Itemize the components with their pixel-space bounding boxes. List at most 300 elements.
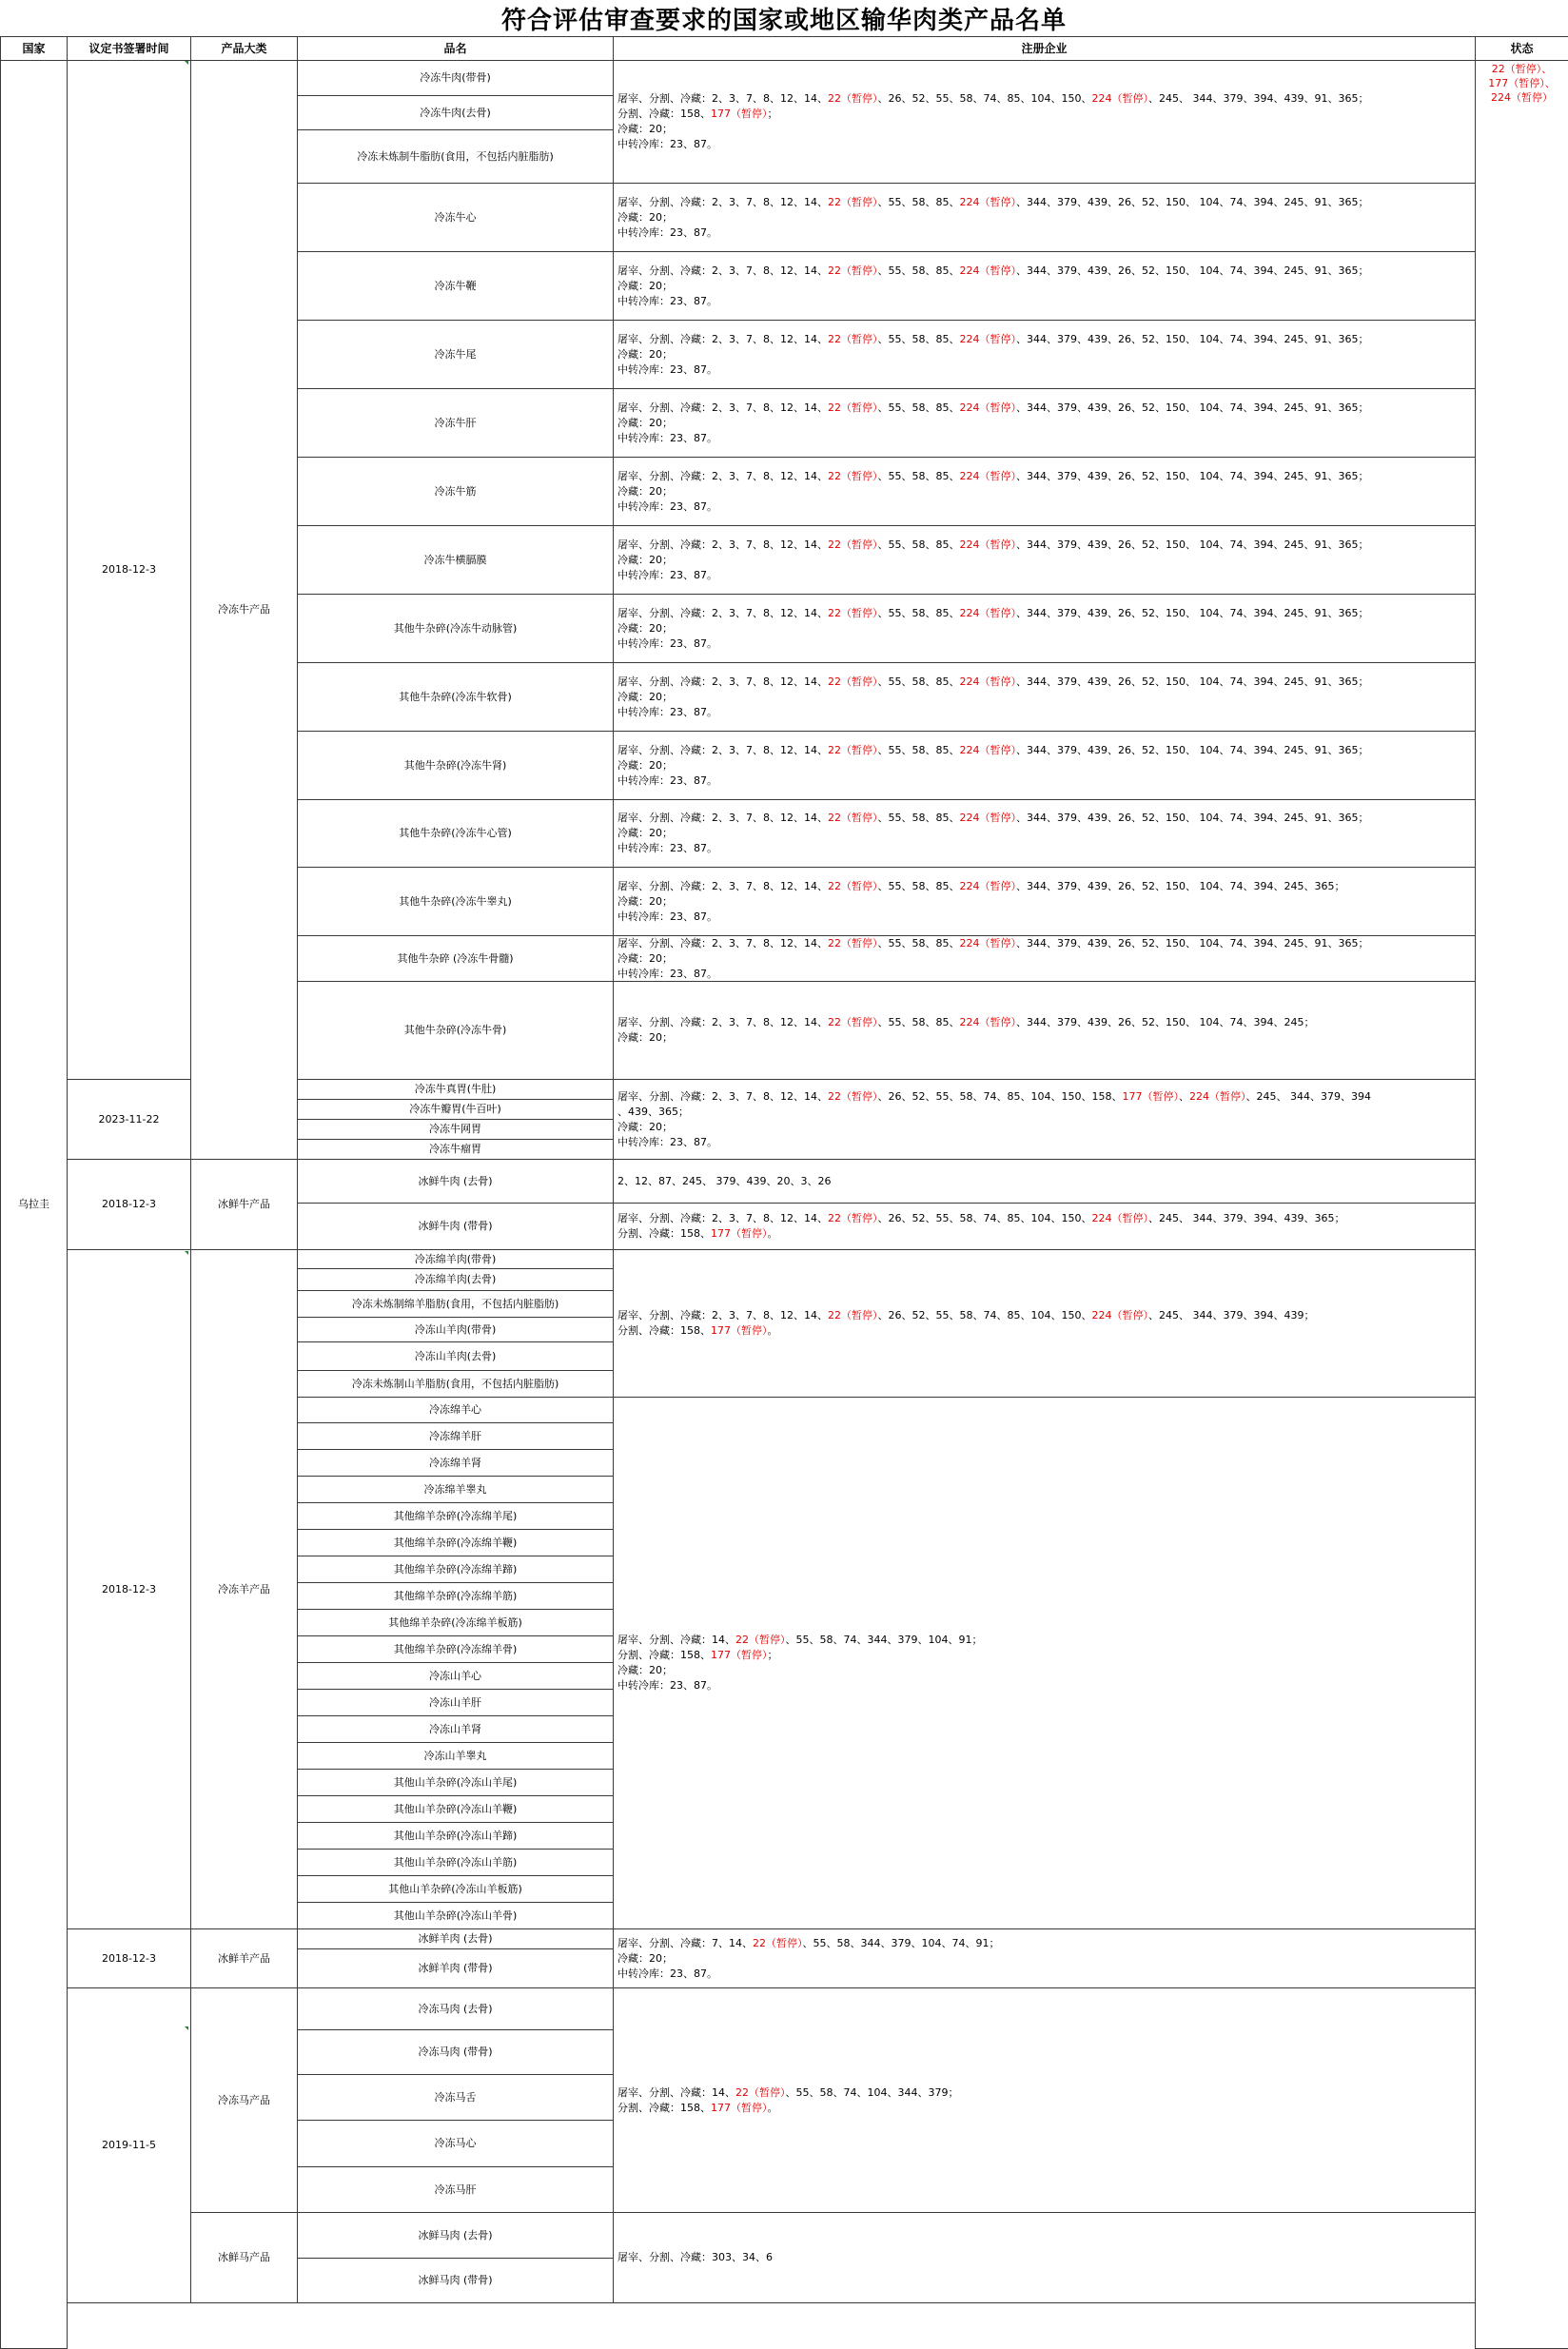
product-cell: [297, 799, 614, 868]
suspended-enterprise: 224（暂停）: [1091, 92, 1148, 105]
enterprise-line: [617, 841, 1368, 856]
product-name: 冷冻牛筋: [434, 484, 477, 498]
enterprise-text: 。: [767, 1227, 778, 1240]
suspended-enterprise: 224（暂停）: [959, 606, 1016, 619]
enterprise-cell: [613, 1249, 1476, 1398]
enterprise-cell: [613, 1987, 1476, 2213]
enterprise-text: 冷藏：20；: [617, 347, 673, 361]
product-cell: [297, 1715, 614, 1743]
product-cell: [297, 1341, 614, 1371]
product-cell: [297, 981, 614, 1080]
enterprise-text: 。: [767, 2101, 778, 2114]
enterprise-text: 、26、52、55、58、74、85、104、150、: [877, 1309, 1092, 1321]
enterprise-cell: [613, 731, 1476, 800]
category-cell: [190, 2212, 298, 2303]
suspended-enterprise: 224（暂停）: [959, 195, 1016, 208]
header-label: 国家: [22, 41, 46, 55]
sign-date: 2019-11-5: [102, 2139, 156, 2152]
sign-date: 2018-12-3: [102, 563, 156, 577]
enterprise-text: 中转冷库：23、87。: [617, 225, 717, 239]
enterprise-text: 屠宰、分割、冷藏：2、3、7、8、12、14、: [617, 606, 828, 619]
product-name: 冷冻牛尾: [434, 347, 477, 361]
enterprise-text: 2、12、87、245、 379、439、20、3、26: [617, 1174, 832, 1187]
product-name: 冷冻绵羊肾: [429, 1456, 481, 1469]
product-cell: [297, 1422, 614, 1450]
product-name: 冷冻未炼制绵羊脂肪(食用，不包括内脏脂肪): [351, 1297, 559, 1310]
enterprise-line: [617, 1015, 1314, 1030]
sign-date-cell: [67, 1249, 191, 1929]
header-category: [190, 36, 298, 61]
enterprise-text: 、344、379、439、26、52、150、 104、74、394、245、91、365；: [1016, 812, 1369, 824]
enterprise-line: [617, 1936, 999, 1951]
enterprise-text: 屠宰、分割、冷藏：2、3、7、8、12、14、: [617, 195, 828, 208]
enterprise-line: [617, 1967, 999, 1982]
product-name: 冰鲜牛肉 (带骨): [418, 1220, 493, 1233]
product-cell: [297, 867, 614, 936]
enterprise-line: [617, 1174, 831, 1189]
enterprise-lines: [617, 1936, 999, 1982]
product-cell: [297, 388, 614, 458]
enterprise-line: [617, 1089, 1371, 1105]
enterprise-cell: [613, 981, 1476, 1080]
product-cell: [297, 1139, 614, 1160]
category-cell: [190, 1249, 298, 1929]
enterprise-lines: [617, 538, 1368, 583]
enterprise-lines: [617, 195, 1368, 241]
enterprise-text: 、55、58、74、344、379、104、91；: [785, 1634, 983, 1646]
enterprise-text: 中转冷库：23、87。: [617, 294, 717, 307]
enterprise-text: 、344、379、439、26、52、150、 104、74、394、245、91、365；: [1016, 195, 1369, 208]
suspended-enterprise: 22（暂停）: [828, 332, 878, 345]
category-cell: [190, 1928, 298, 1988]
enterprise-text: ；: [767, 1649, 778, 1661]
product-cell: [297, 1689, 614, 1716]
header-enterprise: [613, 36, 1476, 61]
product-cell: [297, 1635, 614, 1663]
enterprise-line: [617, 690, 1368, 705]
product-name: 冷冻牛网胃: [429, 1123, 481, 1136]
product-cell: [297, 1795, 614, 1823]
suspended-enterprise: 224（暂停）: [959, 936, 1016, 949]
enterprise-cell: [613, 867, 1476, 936]
enterprise-line: [617, 1120, 1371, 1135]
enterprise-text: 冷藏：20；: [617, 621, 673, 635]
enterprise-text: 中转冷库：23、87。: [617, 138, 717, 150]
enterprise-text: 屠宰、分割、冷藏：14、: [617, 1634, 735, 1646]
enterprise-line: [617, 2085, 958, 2101]
product-name: 冷冻绵羊肉(带骨): [414, 1252, 497, 1265]
product-name: 冷冻绵羊肉(去骨): [414, 1273, 497, 1286]
category-name: 冷冻马产品: [218, 2093, 270, 2106]
enterprise-text: 屠宰、分割、冷藏：2、3、7、8、12、14、: [617, 1089, 828, 1103]
product-cell: [297, 731, 614, 800]
category-name: 冰鲜羊产品: [218, 1951, 270, 1965]
product-cell: [297, 935, 614, 982]
enterprise-cell: [613, 662, 1476, 732]
enterprise-text: 、55、58、85、: [877, 606, 960, 619]
enterprise-text: 冷藏：20；: [617, 553, 673, 566]
enterprise-text: 冷藏：20；: [617, 690, 673, 703]
suspended-enterprise: 177（暂停）: [711, 1324, 768, 1337]
enterprise-line: [617, 910, 1344, 925]
enterprise-line: [617, 499, 1368, 515]
product-name: 其他山羊杂碎(冷冻山羊蹄): [393, 1829, 518, 1842]
product-name: 冷冻未炼制山羊脂肪(食用，不包括内脏脂肪): [351, 1377, 559, 1390]
enterprise-line: [617, 195, 1368, 210]
product-cell: [297, 60, 614, 96]
enterprise-line: [617, 758, 1368, 773]
product-cell: [297, 251, 614, 321]
enterprise-text: 、344、379、439、26、52、150、 104、74、394、245、91、365；: [1016, 743, 1369, 756]
enterprise-text: 中转冷库：23、87。: [617, 362, 717, 376]
product-name: 冷冻牛鞭: [434, 279, 477, 292]
product-name: 冰鲜马肉 (带骨): [418, 2274, 493, 2287]
enterprise-text: 冷藏：20；: [617, 210, 673, 224]
category-name: 冷冻牛产品: [218, 603, 270, 617]
enterprise-cell: [613, 525, 1476, 595]
product-name: 冷冻马心: [434, 2137, 477, 2150]
enterprise-line: [617, 636, 1368, 652]
enterprise-text: 、344、379、439、26、52、150、 104、74、394、245、91、365；: [1016, 538, 1369, 551]
enterprise-line: [617, 1030, 1314, 1046]
product-cell: [297, 1476, 614, 1503]
enterprise-text: 、55、58、85、: [877, 538, 960, 551]
suspended-enterprise: 177（暂停）: [711, 1227, 768, 1240]
product-cell: [297, 1203, 614, 1250]
product-name: 冰鲜羊肉 (去骨): [418, 1932, 493, 1946]
enterprise-line: [617, 1308, 1314, 1323]
product-name: 其他牛杂碎(冷冻牛骨): [403, 1024, 507, 1037]
suspended-enterprise: 224（暂停）: [959, 469, 1016, 482]
product-cell: [297, 1502, 614, 1530]
product-cell: [297, 1987, 614, 2030]
enterprise-text: 冷藏：20；: [617, 1664, 673, 1676]
suspended-enterprise: 22（暂停）: [735, 2085, 786, 2099]
product-cell: [297, 1249, 614, 1269]
enterprise-cell: [613, 594, 1476, 663]
enterprise-text: 、55、58、85、: [877, 401, 960, 414]
product-name: 冷冻山羊肉(带骨): [414, 1322, 497, 1336]
product-name: 冷冻绵羊心: [429, 1403, 481, 1417]
enterprise-text: 、344、379、439、26、52、150、 104、74、394、245；: [1016, 1016, 1315, 1028]
product-name: 其他山羊杂碎(冷冻山羊板筋): [388, 1882, 522, 1895]
enterprise-text: 屠宰、分割、冷藏：2、3、7、8、12、14、: [617, 1309, 828, 1321]
product-cell: [297, 1449, 614, 1477]
enterprise-line: [617, 210, 1368, 225]
suspended-enterprise: 22（暂停）: [828, 1016, 878, 1028]
enterprise-text: 中转冷库：23、87。: [617, 842, 717, 854]
product-cell: [297, 1742, 614, 1770]
enterprise-text: 、26、52、55、58、74、85、104、150、: [877, 1212, 1092, 1224]
enterprise-text: 屠宰、分割、冷藏：303、34、6: [617, 2251, 773, 2263]
enterprise-line: [617, 1135, 1371, 1150]
product-name: 其他绵羊杂碎(冷冻绵羊尾): [393, 1509, 518, 1522]
enterprise-line: [617, 347, 1368, 362]
enterprise-text: 屠宰、分割、冷藏：2、3、7、8、12、14、: [617, 469, 828, 482]
enterprise-text: 屠宰、分割、冷藏：2、3、7、8、12、14、: [617, 332, 828, 345]
suspended-enterprise: 224（暂停）: [959, 264, 1016, 277]
enterprise-line: [617, 362, 1368, 378]
enterprise-text: 冷藏：20；: [617, 894, 673, 908]
product-name: 其他牛杂碎 (冷冻牛骨髓): [397, 951, 514, 965]
enterprise-line: [617, 1951, 999, 1967]
product-name: 其他牛杂碎(冷冻牛睾丸): [399, 894, 512, 908]
enterprise-text: 屠宰、分割、冷藏：7、14、: [617, 1936, 753, 1949]
product-name: 其他山羊杂碎(冷冻山羊尾): [393, 1775, 518, 1789]
suspended-enterprise: 22（暂停）: [828, 195, 878, 208]
enterprise-text: 、55、58、74、104、344、379；: [785, 2085, 959, 2099]
enterprise-cell: [613, 1159, 1476, 1204]
status-line: 177（暂停）、: [1488, 77, 1556, 89]
enterprise-line: [617, 225, 1368, 241]
enterprise-text: 中转冷库：23、87。: [617, 1135, 717, 1148]
enterprise-text: 中转冷库：23、87。: [617, 499, 717, 513]
product-cell: [297, 1556, 614, 1583]
product-name: 冰鲜羊肉 (带骨): [418, 1962, 493, 1975]
suspended-enterprise: 224（暂停）: [959, 743, 1016, 756]
enterprise-cell: [613, 799, 1476, 868]
country-cell: [0, 60, 68, 2349]
product-name: 冷冻山羊肉(去骨): [414, 1349, 497, 1362]
suspended-enterprise: 22（暂停）: [828, 879, 878, 892]
enterprise-lines: [617, 743, 1368, 789]
product-name: 冷冻绵羊肝: [429, 1429, 481, 1442]
enterprise-cell: [613, 251, 1476, 321]
enterprise-lines: [617, 1089, 1371, 1150]
comment-marker-icon: [185, 2026, 188, 2030]
product-name: 冷冻未炼制牛脂肪(食用，不包括内脏脂肪): [357, 149, 554, 163]
enterprise-text: 屠宰、分割、冷藏：2、3、7、8、12、14、: [617, 743, 828, 756]
enterprise-cell: [613, 457, 1476, 526]
product-cell: [297, 594, 614, 663]
enterprise-line: [617, 91, 1368, 107]
suspended-enterprise: 22（暂停）: [828, 538, 878, 551]
enterprise-lines: [617, 675, 1368, 720]
header-country: [0, 36, 68, 61]
product-name: 其他山羊杂碎(冷冻山羊筋): [393, 1855, 518, 1869]
category-name: 冷冻羊产品: [218, 1582, 270, 1595]
suspended-enterprise: 224（暂停）: [1091, 1309, 1148, 1321]
enterprise-text: 冷藏：20；: [617, 951, 673, 965]
enterprise-text: 、: [1178, 1089, 1189, 1103]
product-name: 其他牛杂碎(冷冻牛软骨): [399, 690, 512, 703]
enterprise-cell: [613, 1397, 1476, 1929]
product-name: 冰鲜牛肉 (去骨): [418, 1174, 493, 1187]
enterprise-line: [617, 568, 1368, 583]
product-name: 冷冻牛瘤胃: [429, 1143, 481, 1156]
product-name: 其他绵羊杂碎(冷冻绵羊板筋): [388, 1615, 522, 1629]
product-name: 冷冻马舌: [434, 2090, 477, 2104]
product-cell: [297, 1119, 614, 1140]
suspended-enterprise: 22（暂停）: [828, 469, 878, 482]
enterprise-text: 、55、58、85、: [877, 195, 960, 208]
product-cell: [297, 2212, 614, 2259]
enterprise-cell: [613, 2212, 1476, 2303]
product-name: 其他绵羊杂碎(冷冻绵羊蹄): [393, 1562, 518, 1576]
enterprise-line: [617, 1226, 1344, 1242]
enterprise-line: [617, 332, 1368, 347]
enterprise-text: 中转冷库：23、87。: [617, 636, 717, 650]
enterprise-text: 屠宰、分割、冷藏：2、3、7、8、12、14、: [617, 879, 828, 892]
header-label: 状态: [1510, 41, 1534, 55]
suspended-enterprise: 22（暂停）: [828, 401, 878, 414]
enterprise-cell: [613, 1079, 1476, 1160]
enterprise-line: [617, 484, 1368, 499]
product-name: 其他山羊杂碎(冷冻山羊鞭): [393, 1802, 518, 1815]
sign-date: 2018-12-3: [102, 1582, 156, 1595]
product-name: 其他牛杂碎(冷冻牛肾): [403, 758, 507, 772]
enterprise-text: 、55、58、85、: [877, 469, 960, 482]
status-cell: [1475, 60, 1568, 2349]
enterprise-lines: [617, 91, 1368, 152]
suspended-enterprise: 22（暂停）: [828, 936, 878, 949]
enterprise-text: 、344、379、439、26、52、150、 104、74、394、245、91、365；: [1016, 469, 1369, 482]
status-line: 224（暂停）: [1491, 91, 1553, 104]
suspended-enterprise: 224（暂停）: [959, 812, 1016, 824]
enterprise-line: [617, 675, 1368, 690]
enterprise-text: 、55、58、85、: [877, 332, 960, 345]
product-name: 其他绵羊杂碎(冷冻绵羊鞭): [393, 1536, 518, 1549]
product-cell: [297, 2029, 614, 2075]
enterprise-text: 屠宰、分割、冷藏：2、3、7、8、12、14、: [617, 401, 828, 414]
enterprise-lines: [617, 332, 1368, 378]
product-cell: [297, 1822, 614, 1850]
enterprise-line: [617, 1678, 982, 1693]
product-cell: [297, 129, 614, 184]
enterprise-lines: [617, 1174, 831, 1189]
enterprise-text: 、55、58、85、: [877, 675, 960, 688]
enterprise-text: 、439、365；: [617, 1105, 689, 1118]
enterprise-line: [617, 1663, 982, 1678]
enterprise-lines: [617, 1211, 1344, 1242]
enterprise-text: 冷藏：20；: [617, 827, 673, 839]
product-name: 冷冻马肝: [434, 2183, 477, 2196]
product-name: 冷冻山羊肾: [429, 1722, 481, 1735]
enterprise-text: 冷藏：20；: [617, 416, 673, 429]
status-line: 22（暂停）、: [1491, 63, 1553, 75]
sign-date-cell: [67, 1928, 191, 1988]
enterprise-text: 冷藏：20；: [617, 123, 673, 135]
enterprise-text: 、55、58、85、: [877, 1016, 960, 1028]
header-product: [297, 36, 614, 61]
suspended-enterprise: 177（暂停）: [711, 1649, 768, 1661]
category-cell: [190, 1987, 298, 2213]
enterprise-lines: [617, 2250, 773, 2265]
suspended-enterprise: 224（暂停）: [1188, 1089, 1246, 1103]
enterprise-text: 屠宰、分割、冷藏：2、3、7、8、12、14、: [617, 936, 828, 949]
enterprise-text: 中转冷库：23、87。: [617, 910, 717, 923]
enterprise-text: 中转冷库：23、87。: [617, 431, 717, 444]
suspended-enterprise: 224（暂停）: [1091, 1212, 1148, 1224]
sign-date-cell: [67, 1159, 191, 1250]
product-cell: [297, 525, 614, 595]
enterprise-line: [617, 279, 1368, 294]
enterprise-line: [617, 743, 1368, 758]
enterprise-lines: [617, 1015, 1314, 1046]
enterprise-text: 中转冷库：23、87。: [617, 773, 717, 787]
enterprise-text: 、26、52、55、58、74、85、104、150、158、: [877, 1089, 1123, 1103]
enterprise-text: 、344、379、439、26、52、150、 104、74、394、245、365；: [1016, 879, 1345, 892]
enterprise-line: [617, 811, 1368, 826]
product-name: 其他绵羊杂碎(冷冻绵羊筋): [393, 1589, 518, 1602]
enterprise-text: 屠宰、分割、冷藏：2、3、7、8、12、14、: [617, 675, 828, 688]
enterprise-line: [617, 2250, 773, 2265]
country-name: 乌拉圭: [18, 1198, 49, 1211]
category-name: 冰鲜牛产品: [218, 1198, 270, 1211]
product-name: 冷冻山羊肝: [429, 1695, 481, 1709]
suspended-enterprise: 22（暂停）: [828, 743, 878, 756]
enterprise-line: [617, 705, 1368, 720]
product-name: 冷冻牛肝: [434, 416, 477, 429]
suspended-enterprise: 22（暂停）: [828, 1212, 878, 1224]
enterprise-text: 冷藏：20；: [617, 279, 673, 292]
enterprise-line: [617, 107, 1368, 122]
enterprise-text: 屠宰、分割、冷藏：2、3、7、8、12、14、: [617, 812, 828, 824]
enterprise-line: [617, 606, 1368, 621]
enterprise-text: 、55、58、85、: [877, 812, 960, 824]
enterprise-line: [617, 826, 1368, 841]
suspended-enterprise: 224（暂停）: [959, 401, 1016, 414]
product-cell: [297, 1948, 614, 1988]
enterprise-text: 中转冷库：23、87。: [617, 705, 717, 718]
product-cell: [297, 1582, 614, 1610]
enterprise-cell: [613, 60, 1476, 184]
enterprise-text: 中转冷库：23、87。: [617, 568, 717, 581]
suspended-enterprise: 22（暂停）: [753, 1936, 803, 1949]
enterprise-lines: [617, 1308, 1314, 1339]
product-cell: [297, 1928, 614, 1949]
enterprise-text: ；: [767, 108, 778, 120]
enterprise-text: 、344、379、439、26、52、150、 104、74、394、245、91、365；: [1016, 606, 1369, 619]
enterprise-text: 中转冷库：23、87。: [617, 967, 717, 980]
header-label: 产品大类: [221, 41, 267, 55]
sign-date-cell: [67, 60, 191, 1080]
enterprise-line: [617, 2101, 958, 2116]
enterprise-text: 、26、52、55、58、74、85、104、150、: [877, 92, 1092, 105]
product-name: 冷冻山羊心: [429, 1669, 481, 1682]
enterprise-lines: [617, 469, 1368, 515]
product-name: 冷冻牛横膈膜: [423, 553, 487, 566]
enterprise-line: [617, 538, 1368, 553]
enterprise-text: 屠宰、分割、冷藏：14、: [617, 2085, 735, 2099]
enterprise-lines: [617, 879, 1344, 925]
product-name: 冷冻牛真胃(牛肚): [414, 1083, 497, 1096]
product-cell: [297, 2074, 614, 2121]
enterprise-text: 分割、冷藏：158、: [617, 1649, 711, 1661]
enterprise-lines: [617, 2085, 958, 2116]
status-lines: [1488, 62, 1556, 105]
product-name: 其他绵羊杂碎(冷冻绵羊骨): [393, 1642, 518, 1655]
suspended-enterprise: 22（暂停）: [828, 675, 878, 688]
enterprise-text: 、55、58、85、: [877, 264, 960, 277]
comment-marker-icon: [185, 1251, 188, 1255]
product-cell: [297, 1268, 614, 1291]
enterprise-lines: [617, 1633, 982, 1693]
enterprise-cell: [613, 320, 1476, 389]
header-label: 注册企业: [1021, 41, 1068, 55]
enterprise-text: 分割、冷藏：158、: [617, 1324, 711, 1337]
enterprise-text: 分割、冷藏：158、: [617, 2101, 711, 2114]
enterprise-cell: [613, 1203, 1476, 1250]
enterprise-line: [617, 431, 1368, 446]
enterprise-line: [617, 1648, 982, 1663]
enterprise-text: 、344、379、439、26、52、150、 104、74、394、245、91、365；: [1016, 936, 1369, 949]
product-name: 冰鲜马肉 (去骨): [418, 2228, 493, 2241]
comment-marker-icon: [185, 61, 188, 65]
enterprise-text: 屠宰、分割、冷藏：2、3、7、8、12、14、: [617, 264, 828, 277]
suspended-enterprise: 224（暂停）: [959, 332, 1016, 345]
suspended-enterprise: 224（暂停）: [959, 538, 1016, 551]
